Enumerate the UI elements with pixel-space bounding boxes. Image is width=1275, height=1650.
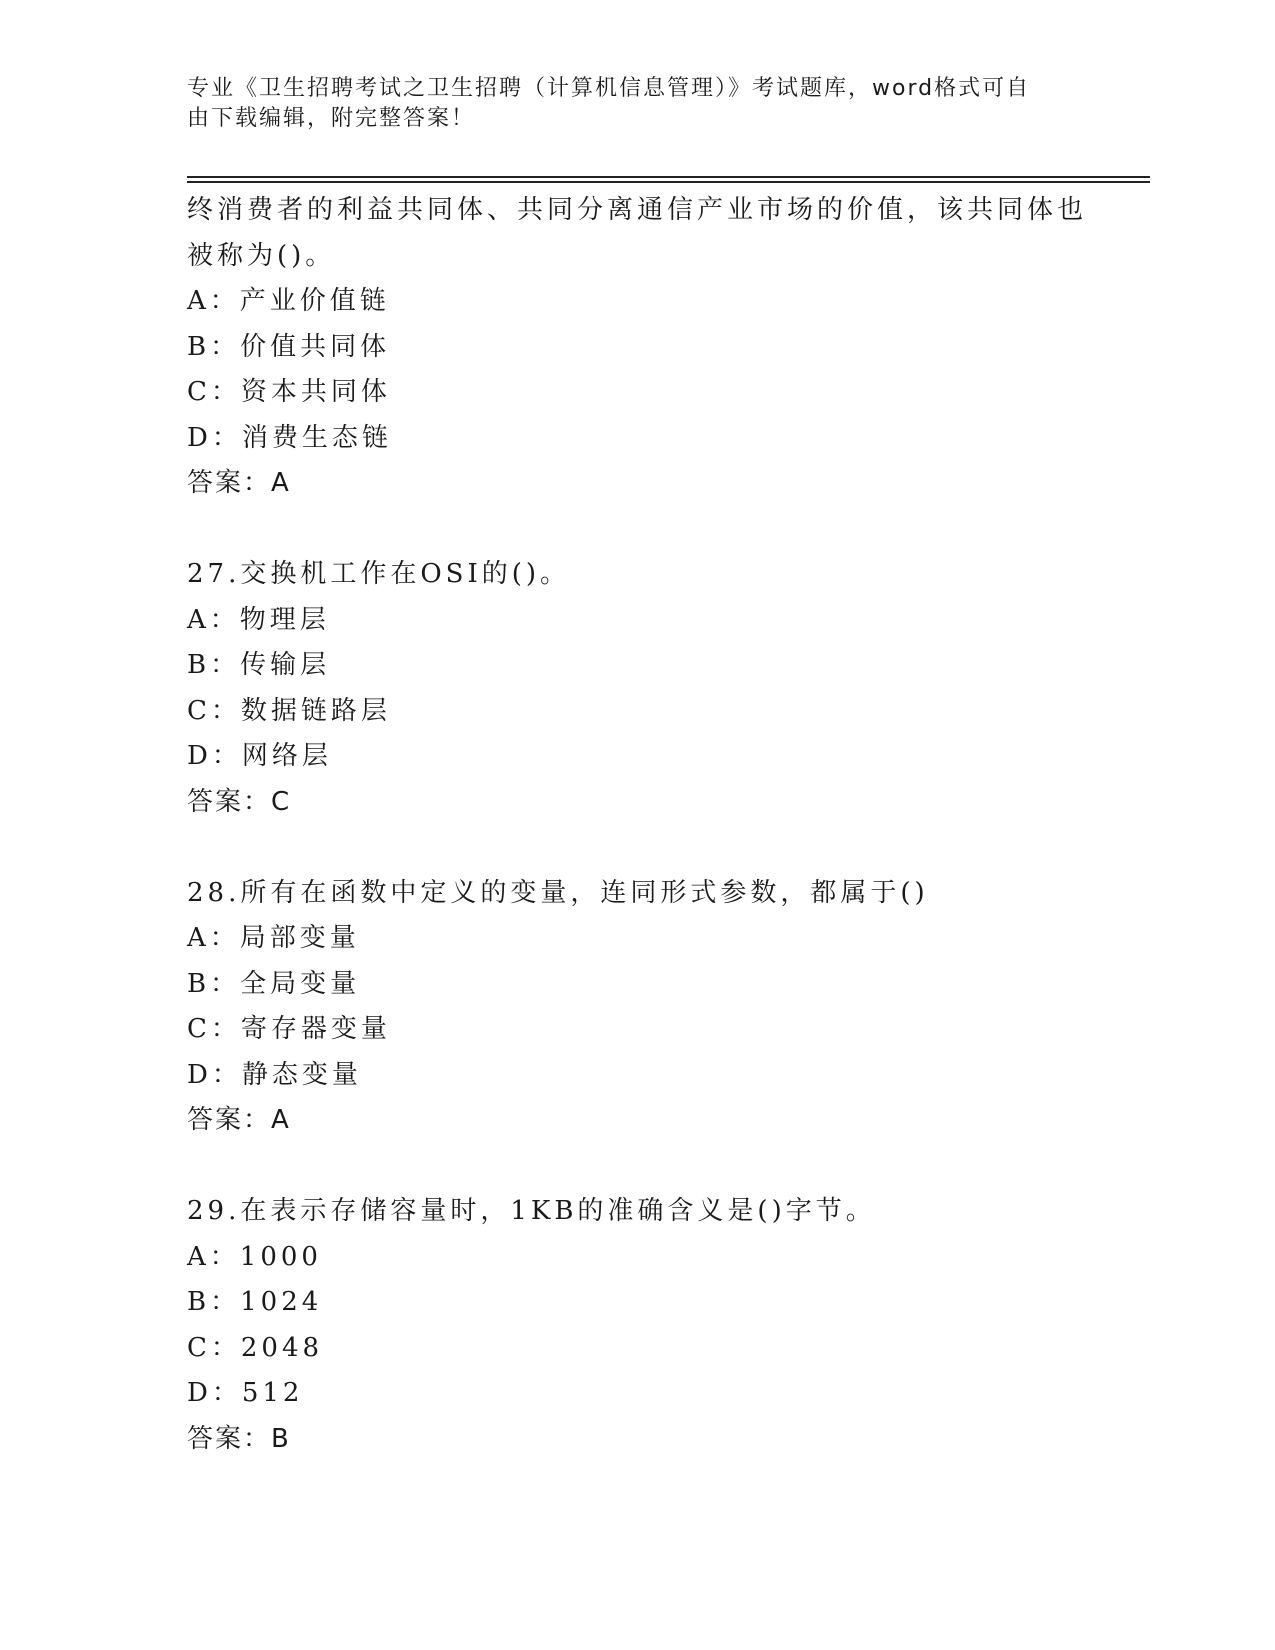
- header-line-1: 专业《卫生招聘考试之卫生招聘（计算机信息管理）》考试题库，word格式可自: [187, 76, 1031, 101]
- question-28: [187, 871, 1087, 1144]
- option-c: C：数据链路层: [187, 695, 391, 726]
- question-stem: 27.交换机工作在OSI的()。: [187, 559, 571, 589]
- question-26: [187, 188, 1087, 507]
- option-b: B：全局变量: [187, 968, 361, 999]
- option-d: D：网络层: [187, 741, 332, 771]
- header-line-2: 由下载编辑，附完整答案！: [187, 106, 476, 131]
- option-b: B：1024: [187, 1287, 323, 1317]
- answer: 答案：A: [187, 1105, 291, 1135]
- answer: 答案：A: [187, 468, 291, 498]
- option-d: D：静态变量: [187, 1059, 362, 1090]
- question-stem: 终消费者的利益共同体、共同分离通信产业市场的价值，该共同体也: [187, 195, 1088, 225]
- option-d: D：512: [187, 1378, 304, 1408]
- question-list: [187, 188, 1087, 1462]
- spacer: [187, 825, 1087, 871]
- question-27: [187, 552, 1087, 825]
- option-b: B：价值共同体: [187, 331, 391, 362]
- question-29: [187, 1189, 1087, 1462]
- question-stem: 29.在表示存储容量时，1KB的准确含义是()字节。: [187, 1196, 876, 1226]
- option-a: A：产业价值链: [187, 286, 390, 316]
- option-a: A：1000: [187, 1241, 322, 1272]
- option-a: A：局部变量: [187, 923, 360, 953]
- spacer: [187, 507, 1087, 553]
- answer: 答案：C: [187, 786, 292, 817]
- option-c: C：资本共同体: [187, 377, 391, 407]
- header-divider-top: [187, 176, 1150, 178]
- option-a: A：物理层: [187, 604, 330, 635]
- option-b: B：传输层: [187, 650, 331, 680]
- answer: 答案：B: [187, 1423, 291, 1454]
- question-stem: 28.所有在函数中定义的变量，连同形式参数，都属于(): [187, 877, 929, 908]
- option-c: C：2048: [187, 1332, 324, 1363]
- spacer: [187, 1144, 1087, 1190]
- question-stem-continued: 被称为()。: [187, 240, 336, 271]
- option-c: C：寄存器变量: [187, 1014, 391, 1044]
- option-d: D：消费生态链: [187, 422, 392, 453]
- header-divider-bottom: [187, 181, 1150, 183]
- document-header: [187, 74, 1067, 134]
